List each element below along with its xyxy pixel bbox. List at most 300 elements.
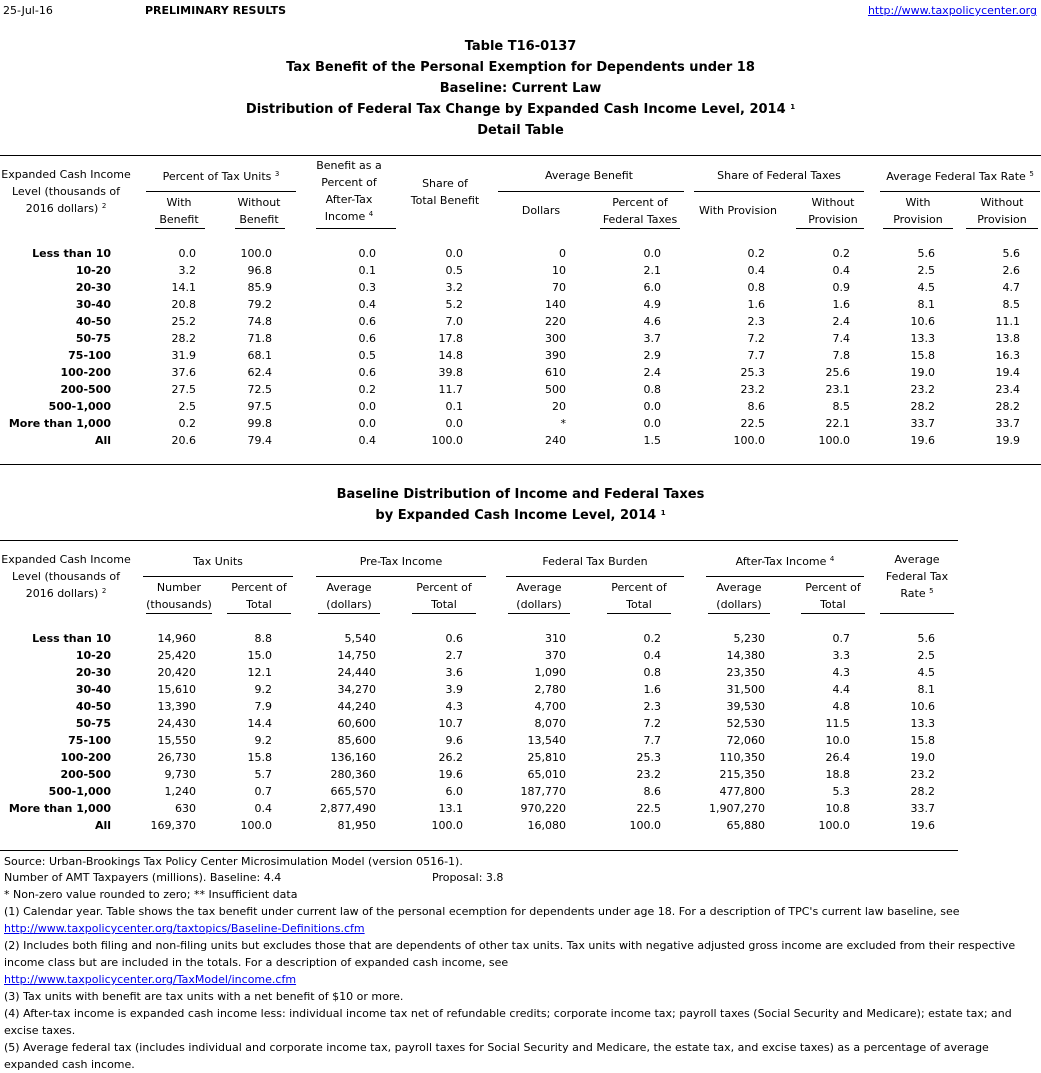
t2-fed-avg-header (506, 579, 572, 613)
table-cell: 18.8 (825, 768, 850, 781)
table-cell: 169,370 (150, 819, 196, 832)
table-subtitle (0, 99, 1041, 120)
table-row (0, 330, 1041, 347)
table-cell: 8.5 (1002, 298, 1020, 311)
table-cell: 5.6 (917, 247, 935, 260)
table2-top-rule (0, 540, 958, 541)
table-row (0, 364, 1041, 381)
table-cell: 2.5 (917, 264, 935, 277)
table-cell: 10.8 (825, 802, 850, 815)
t1-with-benefit-underline (155, 228, 205, 229)
table-cell: 0.6 (358, 315, 376, 328)
t1-with-provision-header: With Provision (699, 204, 777, 217)
table-cell: 215,350 (719, 768, 765, 781)
table-cell: 240 (545, 434, 566, 447)
table-cell: 20 (552, 400, 566, 413)
table-cell: 5.3 (832, 785, 850, 798)
table-cell: 0.1 (445, 400, 463, 413)
table-cell: 33.7 (910, 802, 935, 815)
table2-subtitle (0, 505, 1041, 526)
t1-rwo-l2: Provision (977, 213, 1027, 226)
t2-aftertax-underline (706, 576, 864, 577)
table-cell: 13.1 (438, 802, 463, 815)
t1-avg-rate-header (880, 168, 1040, 185)
table-cell: 0.0 (358, 400, 376, 413)
table-row (0, 647, 1041, 664)
table-cell: 110,350 (719, 751, 765, 764)
table-cell: 0.0 (643, 417, 661, 430)
t2-fb-pct-l2: Total (626, 598, 652, 611)
table-cell: 4.5 (917, 666, 935, 679)
t2-tupct-l2: Total (246, 598, 272, 611)
table-cell: 26.4 (825, 751, 850, 764)
table-cell: 0.6 (445, 632, 463, 645)
t1-income-l3 (0, 200, 132, 217)
table-cell: 16.3 (995, 349, 1020, 362)
t2-income-l3 (0, 585, 132, 602)
table-cell: 33.7 (910, 417, 935, 430)
table-cell: 22.1 (825, 417, 850, 430)
table-cell: 5,540 (344, 632, 376, 645)
income-level-label: 75-100 (68, 734, 111, 747)
table-cell: 4.4 (832, 683, 850, 696)
table-cell: 1,240 (164, 785, 196, 798)
table-cell: 13.3 (910, 332, 935, 345)
table-cell: 0.7 (254, 785, 272, 798)
t1-avg-rate-underline (880, 191, 1040, 192)
table-cell: 4.7 (1002, 281, 1020, 294)
table-cell: 23.4 (995, 383, 1020, 396)
footnote-ref: 5 (1029, 170, 1034, 178)
table-cell: 300 (545, 332, 566, 345)
table-row (0, 415, 1041, 432)
table-cell: 3.3 (832, 649, 850, 662)
table-row (0, 347, 1041, 364)
table-cell: 9,730 (164, 768, 196, 781)
t1-with-l1: With (166, 196, 192, 209)
t1-pft-l1: Percent of (612, 196, 668, 209)
t1-with-l2: Benefit (159, 213, 199, 226)
table-cell: 7.2 (747, 332, 765, 345)
table-cell: 23.2 (910, 768, 935, 781)
table1-bottom-rule (0, 464, 1041, 465)
table-cell: 39.8 (438, 366, 463, 379)
t1-benefit-pct-underline (316, 228, 396, 229)
table-cell: 65,880 (726, 819, 765, 832)
table-cell: 0.4 (358, 434, 376, 447)
t1-benefit-pct-header (309, 157, 389, 225)
table-cell: 0.0 (358, 247, 376, 260)
table-cell: 79.4 (247, 434, 272, 447)
table-cell: 370 (545, 649, 566, 662)
baseline-definitions-link[interactable]: http://www.taxpolicycenter.org/taxtopics/Baseline-Definitions.cfm (4, 922, 365, 935)
t1-bpct-l4-text: Income (324, 210, 366, 223)
table-cell: 25.2 (171, 315, 196, 328)
table-cell: 2,780 (534, 683, 566, 696)
table-cell: 7.7 (747, 349, 765, 362)
table-cell: 2.5 (178, 400, 196, 413)
table-cell: 280,360 (330, 768, 376, 781)
t2-fed-pct-underline (607, 613, 671, 614)
income-level-label: Less than 10 (32, 247, 111, 260)
amt-proposal-note: Proposal: 3.8 (432, 871, 504, 884)
t1-income-header (0, 166, 132, 217)
t2-at-avg-l2: (dollars) (716, 598, 762, 611)
table-cell: 2.3 (643, 700, 661, 713)
t2-income-l2: Level (thousands of (11, 570, 121, 583)
table-cell: 14,750 (337, 649, 376, 662)
income-level-label: All (94, 434, 111, 447)
table-cell: 26,730 (157, 751, 196, 764)
table-cell: 26.2 (438, 751, 463, 764)
table-cell: 0.2 (832, 247, 850, 260)
nonzero-note: * Non-zero value rounded to zero; ** Insufficient data (4, 888, 298, 901)
t1-without-provision-underline (796, 228, 864, 229)
table-cell: 9.2 (254, 683, 272, 696)
table-cell: 0.0 (358, 417, 376, 430)
t1-bpct-l1: Benefit as a (316, 159, 382, 172)
table-cell: 28.2 (995, 400, 1020, 413)
table-cell: 0.7 (832, 632, 850, 645)
table-cell: 23.2 (636, 768, 661, 781)
t1-rate-without-underline (966, 228, 1038, 229)
table-cell: 23.1 (825, 383, 850, 396)
t1-rw-l1: With (905, 196, 931, 209)
table-cell: 23,350 (726, 666, 765, 679)
t1-pct-units-text: Percent of Tax Units (162, 170, 272, 183)
table-cell: 19.6 (438, 768, 463, 781)
t2-fed-pct-header (605, 579, 673, 613)
t2-aftertax-header (706, 553, 864, 570)
income-level-label: 75-100 (68, 349, 111, 362)
table-cell: 610 (545, 366, 566, 379)
table-cell: 20,420 (157, 666, 196, 679)
table-detail-label: Detail Table (477, 123, 564, 138)
income-level-label: 50-75 (75, 717, 111, 730)
t1-bpct-l3: After-Tax (325, 193, 373, 206)
footnote-ref: 5 (929, 587, 934, 595)
t1-without-l1: Without (237, 196, 281, 209)
table-cell: 630 (175, 802, 196, 815)
table-cell: 1.6 (643, 683, 661, 696)
table-cell: 65,010 (527, 768, 566, 781)
table-cell: 0.0 (643, 247, 661, 260)
table-cell: 10.0 (825, 734, 850, 747)
t1-income-l2: Level (thousands of (11, 185, 121, 198)
table1-top-rule (0, 155, 1041, 156)
table-cell: 3.6 (445, 666, 463, 679)
table-cell: 8.6 (643, 785, 661, 798)
income-level-label: 200-500 (60, 383, 111, 396)
table-cell: 10 (552, 264, 566, 277)
table-cell: 3.2 (178, 264, 196, 277)
table-cell: 5.7 (254, 768, 272, 781)
t1-rate-with-underline (883, 228, 953, 229)
t2-fed-burden-underline (506, 576, 684, 577)
t2-afr-l1: Average (894, 553, 940, 566)
table-cell: 0.1 (358, 264, 376, 277)
t1-pct-units-header (146, 168, 296, 185)
table-cell: 6.0 (445, 785, 463, 798)
table-cell: 8.1 (917, 683, 935, 696)
t2-afr-l2: Federal Tax (885, 570, 949, 583)
table-cell: 5.6 (1002, 247, 1020, 260)
t1-without-benefit-header (226, 194, 292, 228)
t1-rate-without-header (966, 194, 1038, 228)
t2-afr-l3-text: Rate (900, 587, 926, 600)
t1-without-l2: Benefit (239, 213, 279, 226)
table-cell: 81,950 (337, 819, 376, 832)
footnote-ref: 4 (829, 555, 835, 563)
table-row (0, 749, 1041, 766)
table-cell: 1,090 (534, 666, 566, 679)
table-row (0, 817, 1041, 834)
table-subtitle-text: Distribution of Federal Tax Change by Expanded Cash Income Level, 2014 (245, 102, 786, 117)
table-cell: 0.6 (358, 366, 376, 379)
t2-pt-pct-l2: Total (431, 598, 457, 611)
t2-pretax-avg-underline (318, 613, 380, 614)
table-cell: 25.3 (740, 366, 765, 379)
table-row (0, 630, 1041, 647)
table-cell: 25.3 (636, 751, 661, 764)
table-cell: 20.8 (171, 298, 196, 311)
footnote-ref: 1 (790, 103, 796, 111)
t1-avg-benefit-underline (498, 191, 684, 192)
table-row (0, 681, 1041, 698)
table-cell: 0.4 (832, 264, 850, 277)
t2-aftertax-pct-underline (801, 613, 865, 614)
table-cell: 11.5 (825, 717, 850, 730)
income-level-label: 50-75 (75, 332, 111, 345)
table-cell: 5,230 (733, 632, 765, 645)
table-cell: 14.4 (247, 717, 272, 730)
table-cell: 8.6 (747, 400, 765, 413)
table-cell: 1.5 (643, 434, 661, 447)
table-cell: 33.7 (995, 417, 1020, 430)
report-status: PRELIMINARY RESULTS (145, 4, 287, 17)
footnote-ref: 2 (101, 202, 107, 210)
t1-share-fed-header: Share of Federal Taxes (717, 169, 841, 182)
t2-fed-avg-underline (508, 613, 570, 614)
table-cell: 4.8 (832, 700, 850, 713)
table-cell: 2.6 (1002, 264, 1020, 277)
tpc-website-link[interactable]: http://www.taxpolicycenter.org (867, 4, 1037, 17)
income-level-label: 100-200 (60, 366, 111, 379)
table-cell: 2.1 (643, 264, 661, 277)
t2-fb-pct-l1: Percent of (611, 581, 667, 594)
t2-number-header (143, 579, 215, 613)
table-cell: 100.0 (818, 434, 850, 447)
table-cell: 14,380 (726, 649, 765, 662)
income-level-label: 500-1,000 (48, 785, 111, 798)
table-cell: 20.6 (171, 434, 196, 447)
t1-without-provision-header (796, 194, 870, 228)
table-cell: 7.0 (445, 315, 463, 328)
table-cell: 0.8 (643, 383, 661, 396)
table-row (0, 732, 1041, 749)
t1-rwo-l1: Without (980, 196, 1024, 209)
table-cell: 19.0 (910, 751, 935, 764)
t1-pct-fed-taxes-header (596, 194, 684, 228)
t1-pft-l2: Federal Taxes (602, 213, 678, 226)
table-cell: 28.2 (171, 332, 196, 345)
table-cell: 0.2 (747, 247, 765, 260)
table-baseline: Baseline: Current Law (439, 81, 602, 96)
table-cell: 85.9 (247, 281, 272, 294)
footnote-2: (2) Includes both filing and non-filing units but excludes those that are dependents of other tax units. Tax units with negative adjusted gross income are excluded from their respective income class but are included in the totals. For a description of expanded cash income, see (4, 939, 1016, 969)
table-cell: 9.6 (445, 734, 463, 747)
table-cell: 0.8 (643, 666, 661, 679)
table-cell: 60,600 (337, 717, 376, 730)
table-cell: 2.4 (832, 315, 850, 328)
table-cell: 52,530 (726, 717, 765, 730)
table-cell: 68.1 (247, 349, 272, 362)
t2-avg-fed-rate-underline (880, 613, 954, 614)
table-cell: 140 (545, 298, 566, 311)
table-cell: 10.7 (438, 717, 463, 730)
t2-avg-fed-rate-header (876, 551, 958, 602)
footnote-ref: 2 (101, 587, 107, 595)
table-cell: 100.0 (240, 247, 272, 260)
income-level-label: More than 1,000 (8, 802, 111, 815)
table-cell: 79.2 (247, 298, 272, 311)
table-cell: 37.6 (171, 366, 196, 379)
t2-at-pct-l2: Total (820, 598, 846, 611)
income-level-label: 100-200 (60, 751, 111, 764)
table-row (0, 279, 1041, 296)
table-cell: 25.6 (825, 366, 850, 379)
t1-income-l1: Expanded Cash Income (1, 168, 131, 181)
footnote-5: (5) Average federal tax (includes individual and corporate income tax, payroll taxes for Social Security and Medicare, the estate tax, and excise taxes) as a percentage of average expanded cash income. (4, 1041, 989, 1071)
table-cell: 5.6 (917, 632, 935, 645)
table-cell: 13.3 (910, 717, 935, 730)
table-cell: 2.3 (747, 315, 765, 328)
t2-fed-burden-header: Federal Tax Burden (542, 555, 648, 568)
table-cell: 24,440 (337, 666, 376, 679)
table-cell: 1.6 (747, 298, 765, 311)
t1-wop-l1: Without (811, 196, 855, 209)
table-cell: 15.8 (910, 734, 935, 747)
t1-bpct-l2: Percent of (321, 176, 377, 189)
table-cell: 0.5 (358, 349, 376, 362)
table-cell: 390 (545, 349, 566, 362)
income-definition-link[interactable]: http://www.taxpolicycenter.org/TaxModel/income.cfm (4, 973, 297, 986)
table-title: Tax Benefit of the Personal Exemption for Dependents under 18 (286, 60, 755, 75)
t2-pretax-underline (316, 576, 486, 577)
t2-pt-avg-l1: Average (326, 581, 372, 594)
table-cell: 0.0 (445, 417, 463, 430)
table-row (0, 432, 1041, 449)
income-level-label: All (94, 819, 111, 832)
table-cell: 3.2 (445, 281, 463, 294)
footnote-ref: 3 (274, 170, 280, 178)
t2-income-l1: Expanded Cash Income (1, 553, 131, 566)
t1-pct-fed-taxes-underline (600, 228, 680, 229)
table-cell: 9.2 (254, 734, 272, 747)
table-cell: 15,550 (157, 734, 196, 747)
income-level-label: 30-40 (75, 683, 111, 696)
income-level-label: 20-30 (75, 666, 111, 679)
table-cell: 1,907,270 (709, 802, 765, 815)
table-cell: 11.7 (438, 383, 463, 396)
t2-number-underline (146, 613, 212, 614)
table-cell: 39,530 (726, 700, 765, 713)
t2-pretax-avg-header (316, 579, 382, 613)
table-cell: 70 (552, 281, 566, 294)
t2-pretax-header: Pre-Tax Income (359, 555, 443, 568)
table-cell: 96.8 (247, 264, 272, 277)
t1-bpct-l4 (309, 208, 389, 225)
income-level-label: 500-1,000 (48, 400, 111, 413)
footnote-3: (3) Tax units with benefit are tax units with a net benefit of $10 or more. (4, 990, 404, 1003)
table-row (0, 800, 1041, 817)
table-cell: 4,700 (534, 700, 566, 713)
t1-rate-with-header (883, 194, 953, 228)
footnote-ref: 1 (660, 509, 666, 517)
t2-income-l3-text: 2016 dollars) (25, 587, 99, 600)
table-cell: 2,877,490 (320, 802, 376, 815)
table-cell: 28.2 (910, 400, 935, 413)
table-cell: 72.5 (247, 383, 272, 396)
t1-share-benefit-header (404, 175, 486, 209)
t1-without-benefit-underline (235, 228, 285, 229)
table-cell: 34,270 (337, 683, 376, 696)
amt-baseline-note: Number of AMT Taxpayers (millions). Baseline: 4.4 (4, 871, 282, 884)
table-cell: 11.1 (995, 315, 1020, 328)
table-cell: 0.4 (747, 264, 765, 277)
t2-number-l1: Number (156, 581, 202, 594)
table2-subtitle-text: by Expanded Cash Income Level, 2014 (375, 508, 657, 523)
t2-tu-pct-header (225, 579, 293, 613)
table-cell: 15.0 (247, 649, 272, 662)
table-cell: 8,070 (534, 717, 566, 730)
table-cell: 665,570 (330, 785, 376, 798)
table-cell: 4.3 (445, 700, 463, 713)
table-row (0, 245, 1041, 262)
income-level-label: 10-20 (75, 264, 111, 277)
table-cell: * (560, 417, 566, 430)
t2-fb-avg-l2: (dollars) (516, 598, 562, 611)
table-cell: 44,240 (337, 700, 376, 713)
table-cell: 99.8 (247, 417, 272, 430)
table-row (0, 381, 1041, 398)
t2-pt-avg-l2: (dollars) (326, 598, 372, 611)
footnote-4: (4) After-tax income is expanded cash income less: individual income tax net of refundable credits; corporate income tax; payroll taxes (Social Security and Medicare); estate tax; and excise taxes. (4, 1007, 1012, 1037)
table-cell: 12.1 (247, 666, 272, 679)
t2-at-avg-l1: Average (716, 581, 762, 594)
table-cell: 23.2 (910, 383, 935, 396)
table-cell: 4.5 (917, 281, 935, 294)
t1-share-l1: Share of (422, 177, 468, 190)
table-cell: 100.0 (629, 819, 661, 832)
table-cell: 14.1 (171, 281, 196, 294)
table-cell: 74.8 (247, 315, 272, 328)
income-level-label: 10-20 (75, 649, 111, 662)
t2-tu-pct-underline (227, 613, 291, 614)
income-level-label: 200-500 (60, 768, 111, 781)
table-cell: 19.9 (995, 434, 1020, 447)
table-row (0, 313, 1041, 330)
table-cell: 10.6 (910, 700, 935, 713)
table-cell: 0 (559, 247, 566, 260)
table-cell: 4.9 (643, 298, 661, 311)
table-cell: 5.2 (445, 298, 463, 311)
t2-number-l2: (thousands) (146, 598, 212, 611)
table-row (0, 262, 1041, 279)
table-cell: 7.8 (832, 349, 850, 362)
table-cell: 22.5 (636, 802, 661, 815)
table-cell: 1.6 (832, 298, 850, 311)
